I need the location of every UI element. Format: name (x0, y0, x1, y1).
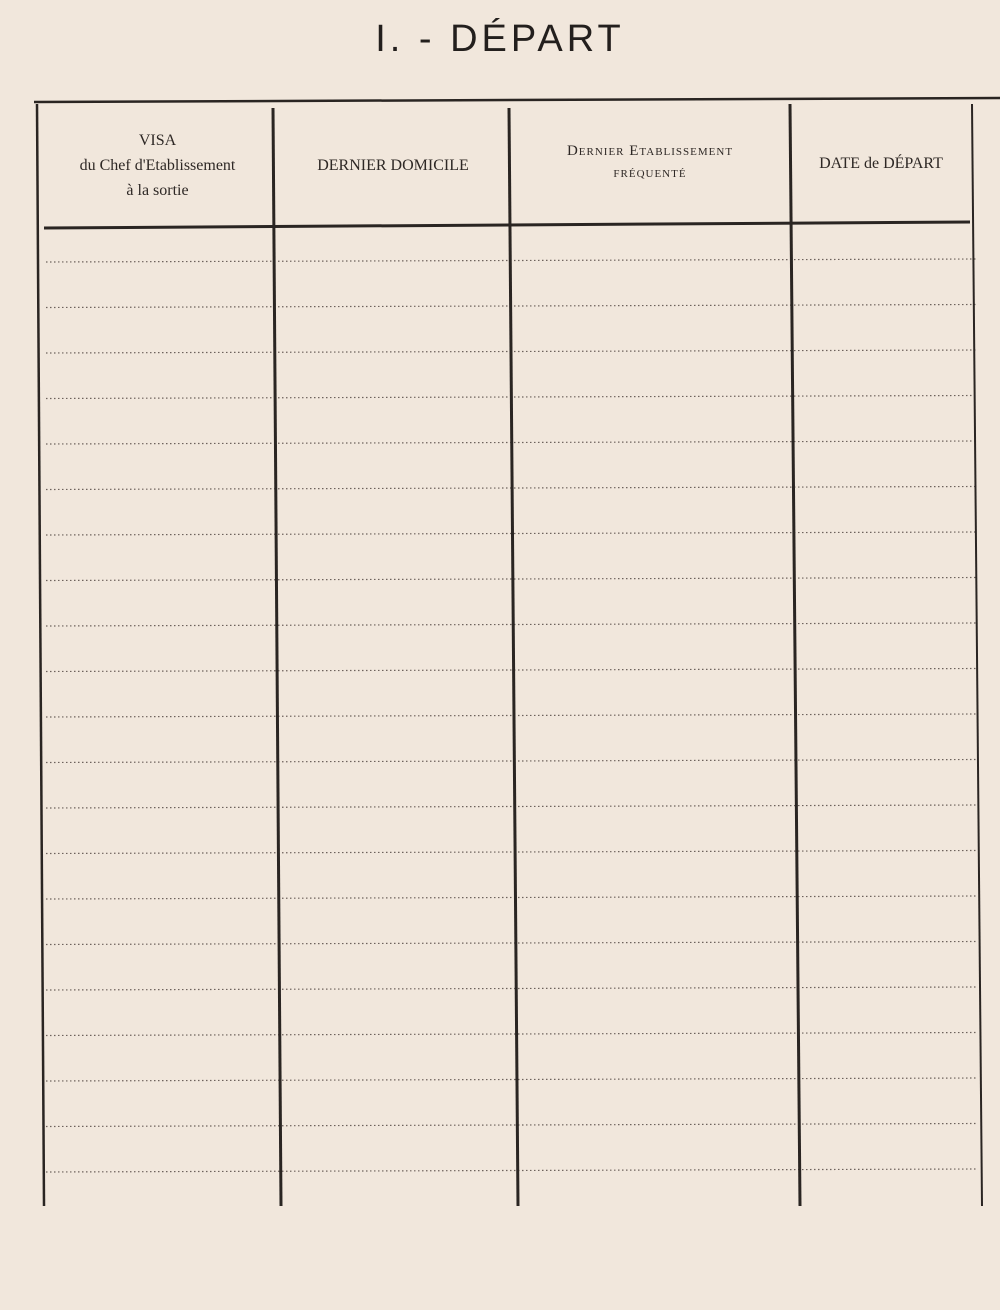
visa-line-3: à la sortie (126, 182, 189, 199)
right-border (972, 104, 982, 1206)
col-divider-1 (273, 108, 281, 1206)
dotted-row-line (46, 669, 978, 672)
dotted-row-line (46, 1033, 978, 1036)
col-divider-3 (790, 104, 800, 1206)
header-rule (44, 222, 970, 228)
dotted-row-line (46, 1078, 978, 1081)
dotted-row-line (46, 1169, 978, 1172)
top-border (34, 98, 1000, 102)
frame-lines (34, 98, 1000, 1206)
left-border (37, 104, 44, 1206)
page-title: I. - DÉPART (375, 18, 625, 60)
dotted-row-line (46, 714, 978, 717)
date-line-1: DATE de DÉPART (819, 155, 943, 172)
dotted-row-line (46, 259, 978, 262)
dotted-row-line (46, 896, 978, 899)
domicile-line-1: DERNIER DOMICILE (317, 157, 469, 174)
etablissement-line-1: Dernier Etablissement (566, 143, 734, 159)
etablissement-line-2: fréquenté (613, 165, 687, 181)
visa-line-2: du Chef d'Etablissement (79, 157, 236, 174)
dotted-row-line (46, 942, 978, 945)
visa-line-1: VISA (138, 132, 177, 149)
dotted-row-line (46, 851, 978, 854)
col-divider-2 (509, 108, 518, 1206)
dotted-row-line (46, 987, 978, 990)
dotted-row-line (46, 760, 978, 763)
dotted-row-line (46, 1124, 978, 1127)
dotted-row-line (46, 805, 978, 808)
